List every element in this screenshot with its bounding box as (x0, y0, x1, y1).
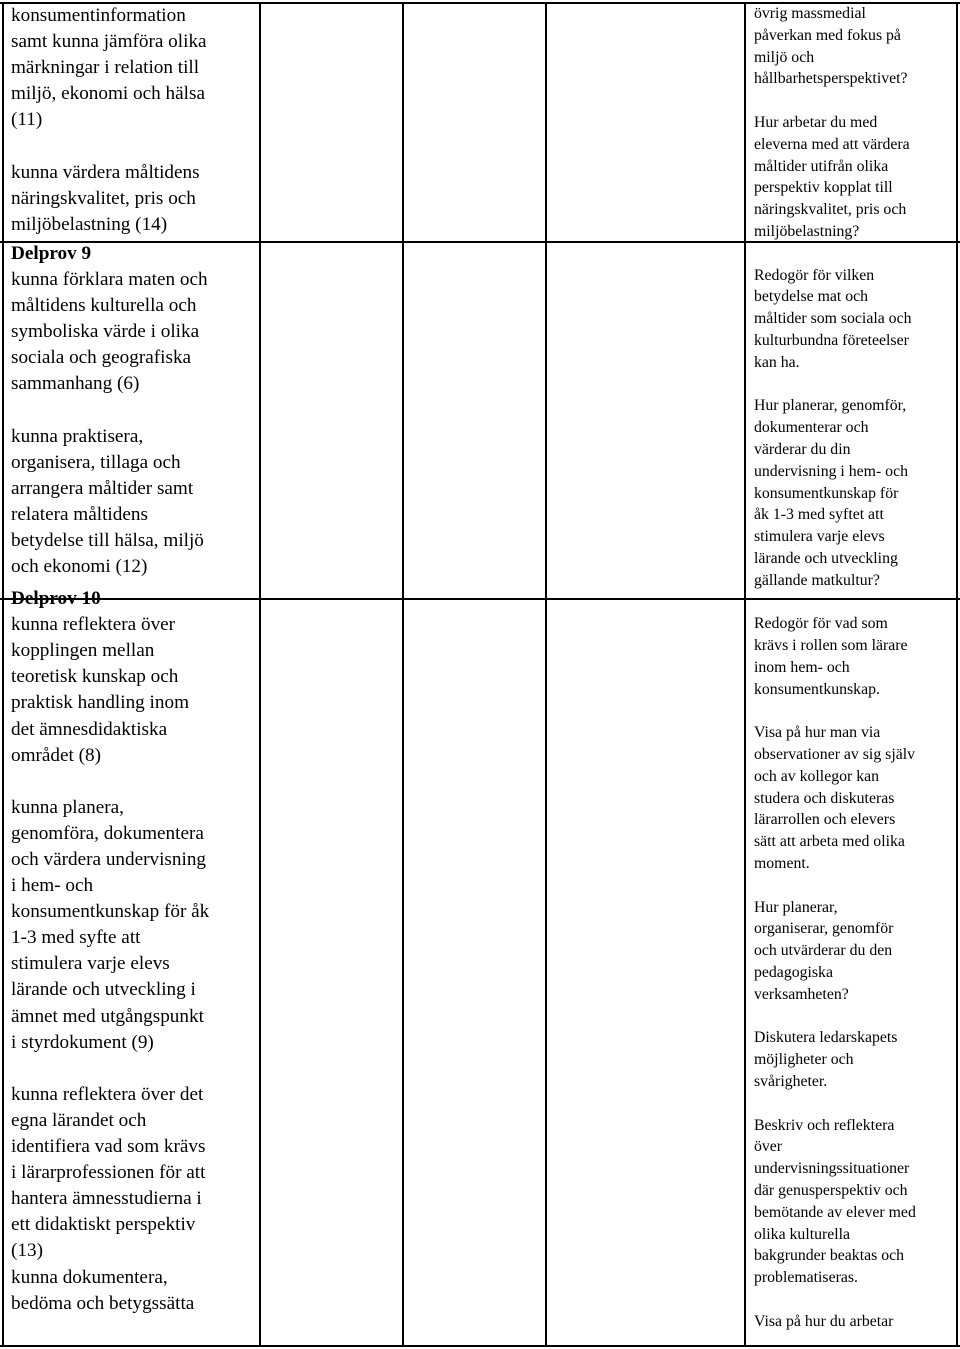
criteria-line: kunna planera, (11, 796, 124, 818)
question-line: krävs i rollen som lärare (754, 637, 908, 655)
blank-line (11, 1056, 257, 1082)
criteria-line: samt kunna jämföra olika (11, 31, 207, 53)
criteria-line: praktisk handling inom (11, 692, 189, 714)
question-line: påverkan med fokus på (754, 26, 901, 44)
question-line: verksamheten? (754, 985, 849, 1003)
column-divider-4 (744, 2, 746, 1347)
criteria-line: lärande och utveckling i (11, 979, 196, 1001)
criteria-line: egna lärandet och (11, 1109, 147, 1131)
criteria-line: märkningar i relation till (11, 57, 200, 79)
question-line: kulturbundna företeelser (754, 331, 909, 349)
criteria-line: ett didaktiskt perspektiv (11, 1214, 196, 1236)
criteria-line: konsumentkunskap för åk (11, 901, 210, 923)
question-paragraph (754, 395, 954, 591)
question-line: hållbarhetsperspektivet? (754, 70, 908, 88)
question-line: kan ha. (754, 353, 800, 371)
question-line: Visa på hur man via (754, 724, 881, 742)
blank-line (11, 769, 257, 795)
question-line: miljöbelastning? (754, 222, 860, 240)
question-line: sätt att arbeta med olika (754, 833, 905, 851)
question-paragraph (754, 265, 954, 374)
question-line: observationer av sig själv (754, 746, 916, 764)
criteria-block-1 (11, 3, 257, 238)
question-line: studera och diskuteras (754, 789, 895, 807)
criteria-line: i styrdokument (9) (11, 1031, 154, 1053)
question-line: stimulera varje elevs (754, 528, 885, 546)
criteria-line: och ekonomi (12) (11, 555, 148, 577)
table-border-right (956, 2, 958, 1347)
table-border-left (2, 2, 4, 1347)
question-line: måltider utifrån olika (754, 157, 889, 175)
question-line: konsumentkunskap. (754, 680, 880, 698)
question-line: Hur planerar, (754, 898, 838, 916)
question-line: Visa på hur du arbetar (754, 1312, 894, 1330)
question-line: gällande matkultur? (754, 571, 880, 589)
question-line: Beskriv och reflektera (754, 1116, 895, 1134)
delprov-9-heading: Delprov 9 (11, 242, 92, 264)
question-line: måltider som sociala och (754, 310, 912, 328)
column-divider-3 (545, 2, 547, 1347)
criteria-line: betydelse till hälsa, miljö (11, 529, 204, 551)
question-line: organiserar, genomför (754, 920, 894, 938)
criteria-line: (11) (11, 109, 43, 131)
question-line: dokumenterar och (754, 419, 869, 437)
question-paragraph (754, 897, 954, 1006)
question-line: pedagogiska (754, 964, 833, 982)
question-line: övrig massmedial (754, 5, 866, 22)
question-line: och utvärderar du den (754, 942, 893, 960)
criteria-line: (13) (11, 1240, 43, 1262)
blank-line (11, 397, 257, 423)
criteria-line: kunna värdera måltidens (11, 161, 200, 183)
question-line: där genusperspektiv och (754, 1182, 908, 1200)
question-line: eleverna med att värdera (754, 135, 910, 153)
criteria-line: sammanhang (6) (11, 373, 140, 395)
column-divider-1 (259, 2, 261, 1347)
question-line: olika kulturella (754, 1225, 851, 1243)
criteria-column (11, 3, 257, 1317)
question-line: undervisningssituationer (754, 1160, 910, 1178)
question-line: värderar du din (754, 440, 851, 458)
column-divider-2 (402, 2, 404, 1347)
question-line: lärande och utveckling (754, 549, 898, 567)
question-paragraph (754, 1115, 954, 1289)
criteria-line: arrangera måltider samt (11, 477, 194, 499)
criteria-line: i hem- och (11, 875, 94, 897)
question-line: Redogör för vilken (754, 266, 875, 284)
criteria-line: konsumentinformation (11, 5, 186, 26)
question-line: möjligheter och (754, 1051, 854, 1069)
criteria-line: kunna reflektera över (11, 614, 176, 636)
question-line: problematiseras. (754, 1269, 858, 1287)
question-line: betydelse mat och (754, 288, 869, 306)
question-line: bakgrunder beaktas och (754, 1247, 905, 1265)
criteria-line: området (8) (11, 744, 102, 766)
question-line: Hur arbetar du med (754, 113, 878, 131)
criteria-line: genomföra, dokumentera (11, 822, 204, 844)
table-border-bottom (0, 1345, 960, 1347)
question-line: konsumentkunskap för (754, 484, 899, 502)
question-line: och av kollegor kan (754, 767, 880, 785)
criteria-line: det ämnesdidaktiska (11, 718, 168, 740)
criteria-line: organisera, tillaga och (11, 451, 181, 473)
question-line: moment. (754, 855, 810, 873)
criteria-line: kunna praktisera, (11, 425, 144, 447)
criteria-line: kunna reflektera över det (11, 1083, 204, 1105)
criteria-line: teoretisk kunskap och (11, 666, 179, 688)
question-line: över (754, 1138, 783, 1156)
delprov-10-heading: Delprov 10 (11, 588, 101, 610)
question-line: Redogör för vad som (754, 615, 888, 633)
question-line: bemötande av elever med (754, 1203, 916, 1221)
question-paragraph (754, 1311, 954, 1333)
question-line: svårigheter. (754, 1073, 828, 1091)
question-line: Diskutera ledarskapets (754, 1029, 898, 1047)
criteria-line: identifiera vad som krävs (11, 1136, 206, 1158)
blank-line (11, 133, 257, 159)
question-paragraph (754, 722, 954, 875)
criteria-line: i lärarprofessionen för att (11, 1162, 206, 1184)
criteria-line: miljöbelastning (14) (11, 213, 168, 235)
questions-column (754, 3, 954, 1333)
question-line: undervisning i hem- och (754, 462, 908, 480)
question-line: lärarrollen och elevers (754, 811, 896, 829)
question-paragraph (754, 112, 954, 243)
criteria-line: kunna förklara maten och (11, 268, 208, 290)
criteria-line: bedöma och betygssätta (11, 1292, 195, 1314)
question-line: inom hem- och (754, 658, 850, 676)
criteria-line: 1-3 med syfte att (11, 927, 141, 949)
criteria-line: näringskvalitet, pris och (11, 187, 196, 209)
question-paragraph (754, 1027, 954, 1092)
criteria-line: symboliska värde i olika (11, 321, 200, 343)
criteria-line: miljö, ekonomi och hälsa (11, 83, 205, 105)
question-line: åk 1-3 med syftet att (754, 506, 884, 524)
question-line: Hur planerar, genomför, (754, 397, 907, 415)
criteria-line: relatera måltidens (11, 503, 148, 525)
criteria-line: måltidens kulturella och (11, 295, 197, 317)
criteria-block-2 (11, 267, 257, 580)
question-line: miljö och (754, 48, 815, 66)
criteria-line: hantera ämnesstudierna i (11, 1188, 202, 1210)
question-paragraph (754, 3, 954, 90)
criteria-line: sociala och geografiska (11, 347, 192, 369)
criteria-line: stimulera varje elevs (11, 953, 170, 975)
question-paragraph (754, 613, 954, 700)
question-line: näringskvalitet, pris och (754, 201, 907, 219)
criteria-block-3 (11, 612, 257, 1317)
criteria-line: kopplingen mellan (11, 640, 155, 662)
question-line: perspektiv kopplat till (754, 179, 893, 197)
criteria-line: ämnet med utgångspunkt (11, 1005, 204, 1027)
criteria-line: kunna dokumentera, (11, 1266, 168, 1288)
criteria-line: och värdera undervisning (11, 849, 207, 870)
